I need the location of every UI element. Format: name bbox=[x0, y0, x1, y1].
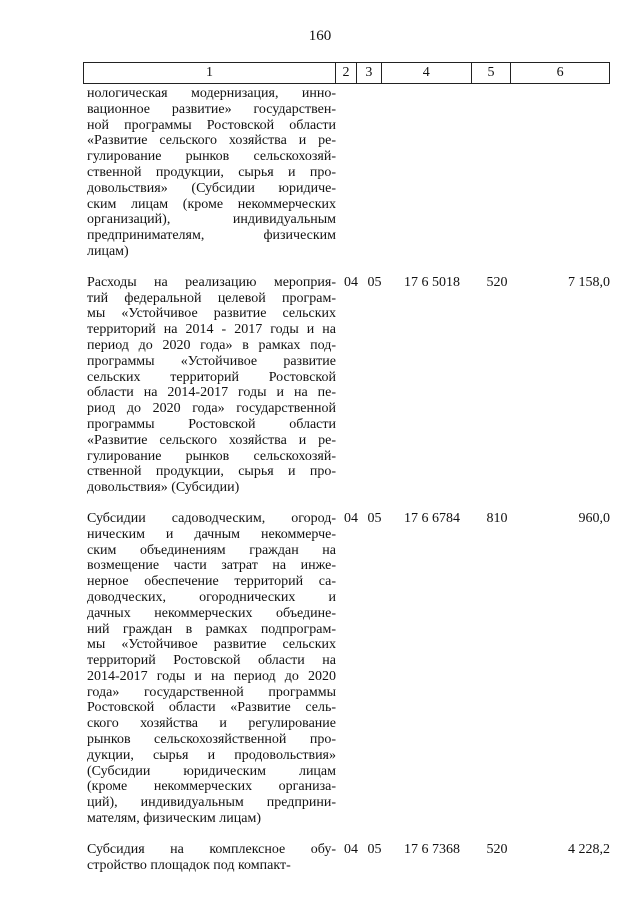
table-row bbox=[87, 511, 610, 827]
description-line: Субсидии садоводческим, огород- bbox=[87, 510, 336, 526]
row-col-3: 05 bbox=[367, 841, 382, 857]
row-col-4: 17 6 7368 bbox=[404, 841, 460, 857]
table-row bbox=[87, 86, 610, 260]
description-line: дукции, сырья и продовольствия» bbox=[87, 747, 336, 763]
row-col-2: 04 bbox=[344, 274, 358, 290]
description-line: нерное обеспечение территорий са- bbox=[87, 574, 336, 590]
table-row bbox=[87, 275, 610, 496]
description-line: возмещение части затрат на инже- bbox=[87, 558, 336, 574]
row-col-2 bbox=[340, 86, 362, 260]
description-line: предпринимателям, физическим bbox=[87, 228, 336, 244]
description-line: доводческих, огороднических и bbox=[87, 589, 336, 605]
row-col-5: 520 bbox=[486, 841, 508, 857]
description-line: стройство площадок под компакт- bbox=[87, 857, 291, 873]
description-line: программы Ростовской области bbox=[87, 416, 336, 432]
row-col-3 bbox=[362, 86, 387, 260]
row-col-5: 520 bbox=[486, 274, 508, 290]
description-line: Ростовской области «Развитие сель- bbox=[87, 700, 336, 716]
table-body bbox=[87, 86, 610, 873]
header-col-2: 2 bbox=[336, 63, 357, 83]
description-line: 2014-2017 годы и на период до 2020 bbox=[87, 668, 336, 684]
description-line: риод до 2020 года» государственной bbox=[87, 401, 336, 417]
description-line: «Развитие сельского хозяйства и ре- bbox=[87, 133, 336, 149]
table-header bbox=[83, 62, 610, 84]
description-line: ским лицам (кроме некоммерческих bbox=[87, 196, 336, 212]
row-col-6: 4 228,2 bbox=[568, 841, 610, 857]
description-line: «Развитие сельского хозяйства и ре- bbox=[87, 432, 336, 448]
row-col-2: 04 bbox=[344, 841, 358, 857]
header-col-3: 3 bbox=[357, 63, 382, 83]
description-line: территорий на 2014 - 2017 годы и на bbox=[87, 322, 336, 338]
description-line: гулирование рынков сельскохозяй- bbox=[87, 149, 336, 165]
row-col-5: 810 bbox=[486, 510, 508, 526]
description-line: (Субсидии юридическим лицам bbox=[87, 763, 336, 779]
description-line: рынков сельскохозяйственной про- bbox=[87, 732, 336, 748]
page-number: 160 bbox=[308, 28, 332, 44]
description-line: мателям, физическим лицам) bbox=[87, 811, 261, 827]
description-line: ций), индивидуальным предприни- bbox=[87, 795, 336, 811]
row-description bbox=[87, 511, 336, 827]
description-line: тий федеральной целевой програм- bbox=[87, 290, 336, 306]
description-line: года» государственной программы bbox=[87, 684, 336, 700]
row-description bbox=[87, 86, 336, 260]
row-col-4 bbox=[387, 86, 477, 260]
header-col-4: 4 bbox=[382, 63, 472, 83]
row-col-4: 17 6 5018 bbox=[404, 274, 460, 290]
description-line: ственной продукции, сырья и про- bbox=[87, 464, 336, 480]
header-col-5: 5 bbox=[472, 63, 512, 83]
description-line: Субсидия на комплексное обу- bbox=[87, 841, 336, 857]
description-line: лицам) bbox=[87, 243, 129, 259]
description-line: ний граждан в рамках подпрограм- bbox=[87, 621, 336, 637]
description-line: организаций), индивидуальным bbox=[87, 212, 336, 228]
description-line: гулирование рынков сельскохозяй- bbox=[87, 448, 336, 464]
row-col-3: 05 bbox=[367, 274, 382, 290]
description-line: (кроме некоммерческих организа- bbox=[87, 779, 336, 795]
description-line: мы «Устойчивое развитие сельских bbox=[87, 306, 336, 322]
header-col-6: 6 bbox=[556, 65, 564, 80]
row-col-3: 05 bbox=[367, 510, 382, 526]
description-line: довольствия» (Субсидии юридиче- bbox=[87, 180, 336, 196]
row-col-4: 17 6 6784 bbox=[404, 510, 460, 526]
description-line: Расходы на реализацию мероприя- bbox=[87, 274, 336, 290]
row-col-5 bbox=[477, 86, 517, 260]
description-line: ственной продукции, сырья и про- bbox=[87, 164, 336, 180]
row-description bbox=[87, 275, 336, 496]
description-line: вационное развитие» государствен- bbox=[87, 101, 336, 117]
table-row bbox=[87, 842, 610, 874]
description-line: ским объединениям граждан на bbox=[87, 542, 336, 558]
row-description bbox=[87, 842, 336, 874]
description-line: период до 2020 года» в рамках под- bbox=[87, 337, 336, 353]
description-line: мы «Устойчивое развитие сельских bbox=[87, 637, 336, 653]
row-col-2: 04 bbox=[344, 510, 358, 526]
row-col-6: 960,0 bbox=[578, 510, 610, 526]
description-line: сельских территорий Ростовской bbox=[87, 369, 336, 385]
description-line: области на 2014-2017 годы и на пе- bbox=[87, 385, 336, 401]
row-col-6 bbox=[517, 86, 610, 260]
header-col-1: 1 bbox=[84, 63, 336, 83]
description-line: ной программы Ростовской области bbox=[87, 117, 336, 133]
row-col-6: 7 158,0 bbox=[568, 274, 610, 290]
description-line: нологическая модернизация, инно- bbox=[87, 86, 336, 101]
description-line: территорий Ростовской области на bbox=[87, 653, 336, 669]
description-line: ского хозяйства и регулирование bbox=[87, 716, 336, 732]
description-line: довольствия» (Субсидии) bbox=[87, 480, 240, 496]
description-line: ническим и дачным некоммерче- bbox=[87, 526, 336, 542]
description-line: программы «Устойчивое развитие bbox=[87, 353, 336, 369]
description-line: дачных некоммерческих объедине- bbox=[87, 605, 336, 621]
